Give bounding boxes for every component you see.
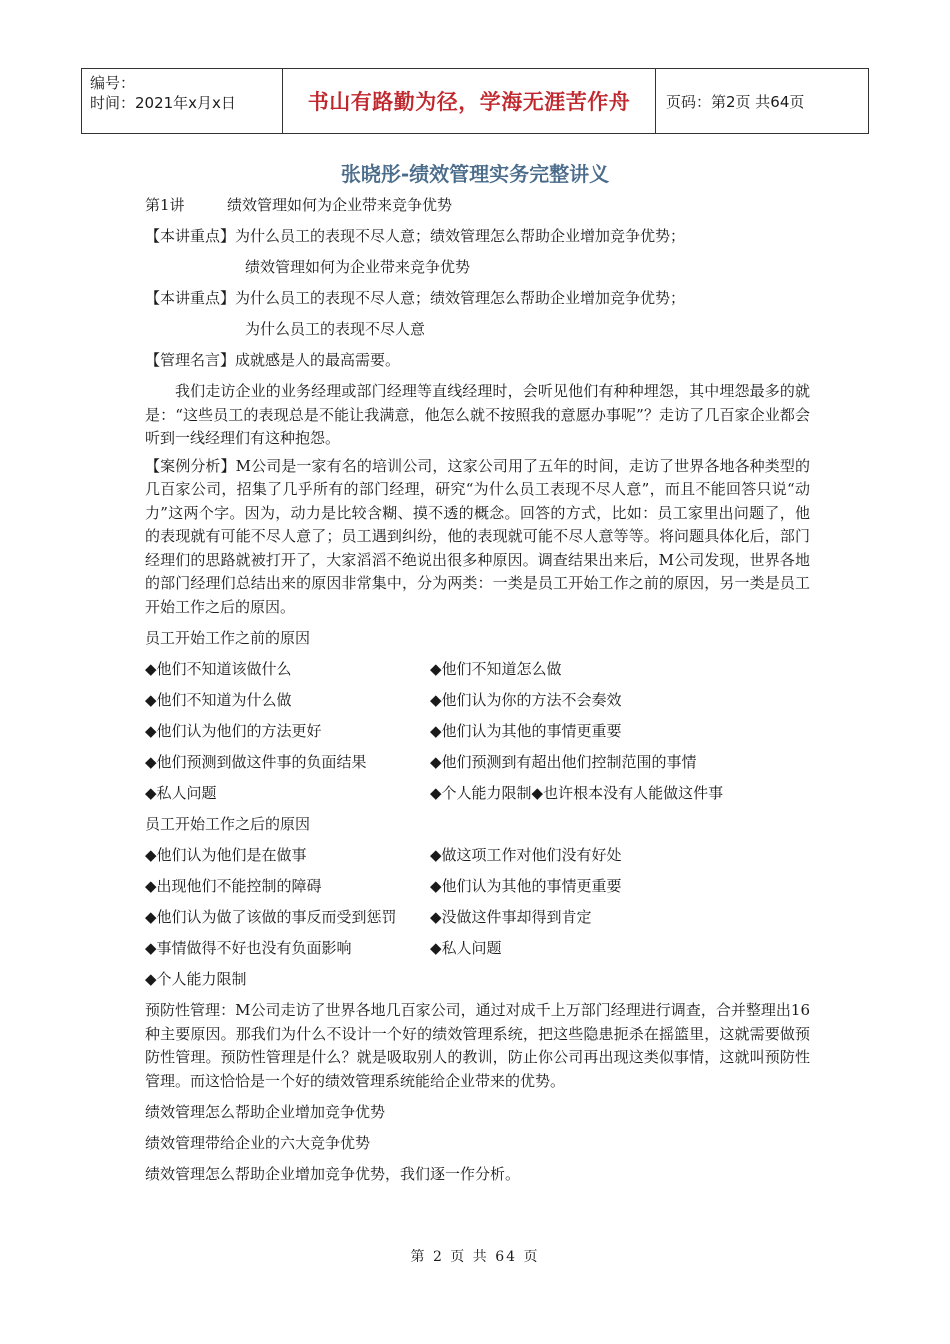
page-footer: 第 2 页 共 64 页 <box>410 1249 540 1265</box>
body-line-b: 绩效管理带给企业的六大竞争优势 <box>145 1134 371 1152</box>
after-heading: 员工开始工作之后的原因 <box>145 815 311 833</box>
focus-text-1: 为什么员工的表现不尽人意；绩效管理怎么帮助企业增加竞争优势； <box>235 227 686 245</box>
prevent-paragraph: 预防性管理：M公司走访了世界各地几百家公司，通过对成千上万部门经理进行调查，合并整理出16种主要原因。那我们为什么不设计一个好的绩效管理系统，把这些隐患扼杀在摇篮里，这就需要做预防性管理。预防性管理是什么？就是吸取别人的教训，防止你公司再出现这类似事情，这就叫预防性管理。而这恰恰是一个好的绩效管理系统能给企业带来的优势。 <box>145 1001 810 1090</box>
page-header <box>81 68 869 134</box>
list-item: ◆他们认为他们是在做事 ◆做这项工作对他们没有好处 <box>145 846 622 864</box>
list-item: ◆他们不知道为什么做 ◆他们认为你的方法不会奏效 <box>145 691 622 709</box>
quote-line <box>145 345 810 376</box>
time-label: 时间：2021年x月x日 <box>90 94 236 112</box>
header-page-info: 页码：第2页 共64页 <box>666 92 805 111</box>
header-meta <box>82 69 283 133</box>
list-item: ◆他们预测到做这件事的负面结果 ◆他们预测到有超出他们控制范围的事情 <box>145 753 697 771</box>
list-item: ◆他们认为他们的方法更好 ◆他们认为其他的事情更重要 <box>145 722 622 740</box>
document-title: 张晓彤-绩效管理实务完整讲义 <box>340 162 610 186</box>
list-item: ◆个人能力限制 <box>145 970 247 988</box>
before-heading: 员工开始工作之前的原因 <box>145 629 311 647</box>
focus-label-1: 【本讲重点】 <box>145 227 236 245</box>
intro-paragraph: 我们走访企业的业务经理或部门经理等直线经理时，会听见他们有种种埋怨，其中埋怨最多的就是：“这些员工的表现总是不能让我满意，他怎么就不按照我的意愿办事呢”？走访了几百家企业都会听到一线经理们有这种抱怨。 <box>145 382 810 447</box>
list-item: ◆他们不知道该做什么 ◆他们不知道怎么做 <box>145 660 562 678</box>
focus-cont-2: 为什么员工的表现不尽人意 <box>245 320 426 338</box>
list-item: ◆私人问题 ◆个人能力限制◆也许根本没有人能做这件事 <box>145 784 724 802</box>
focus-label-2: 【本讲重点】 <box>145 289 236 307</box>
lecture-heading <box>145 190 810 221</box>
focus-line-2 <box>145 283 810 314</box>
list-item: ◆出现他们不能控制的障碍 ◆他们认为其他的事情更重要 <box>145 877 622 895</box>
header-motto: 书山有路勤为径，学海无涯苦作舟 <box>283 69 656 133</box>
focus-line-1 <box>145 221 810 252</box>
number-label: 编号： <box>90 74 136 92</box>
focus-cont-1: 绩效管理如何为企业带来竞争优势 <box>245 258 471 276</box>
lecture-number: 第1讲 <box>145 196 185 214</box>
case-paragraph: 【案例分析】M公司是一家有名的培训公司，这家公司用了五年的时间，走访了世界各地各种类型的几百家公司，招集了几乎所有的部门经理，研究“为什么员工表现不尽人意”，而且不能回答只说“动力”这两个字。因为，动力是比较含糊、摸不透的概念。回答的方式，比如：员工家里出问题了，他的表现就有可能不尽人意了；员工遇到纠纷，他的表现就可能不尽人意等等。将问题具体化后，部门经理们的思路就被打开了，大家滔滔不绝说出很多种原因。调查结果出来后，M公司发现，世界各地的部门经理们总结出来的原因非常集中，分为两类：一类是员工开始工作之前的原因，另一类是员工开始工作之后的原因。 <box>145 456 810 616</box>
list-item: ◆事情做得不好也没有负面影响 ◆私人问题 <box>145 939 502 957</box>
lecture-name: 绩效管理如何为企业带来竞争优势 <box>227 196 453 214</box>
focus-text-2: 为什么员工的表现不尽人意；绩效管理怎么帮助企业增加竞争优势； <box>235 289 686 307</box>
body-line-c: 绩效管理怎么帮助企业增加竞争优势，我们逐一作分析。 <box>145 1165 521 1183</box>
list-item: ◆他们认为做了该做的事反而受到惩罚 ◆没做这件事却得到肯定 <box>145 908 592 926</box>
document-body <box>145 190 810 1190</box>
quote-label: 【管理名言】 <box>145 351 236 369</box>
body-line-a: 绩效管理怎么帮助企业增加竞争优势 <box>145 1103 386 1121</box>
quote-text: 成就感是人的最高需要。 <box>235 351 401 369</box>
